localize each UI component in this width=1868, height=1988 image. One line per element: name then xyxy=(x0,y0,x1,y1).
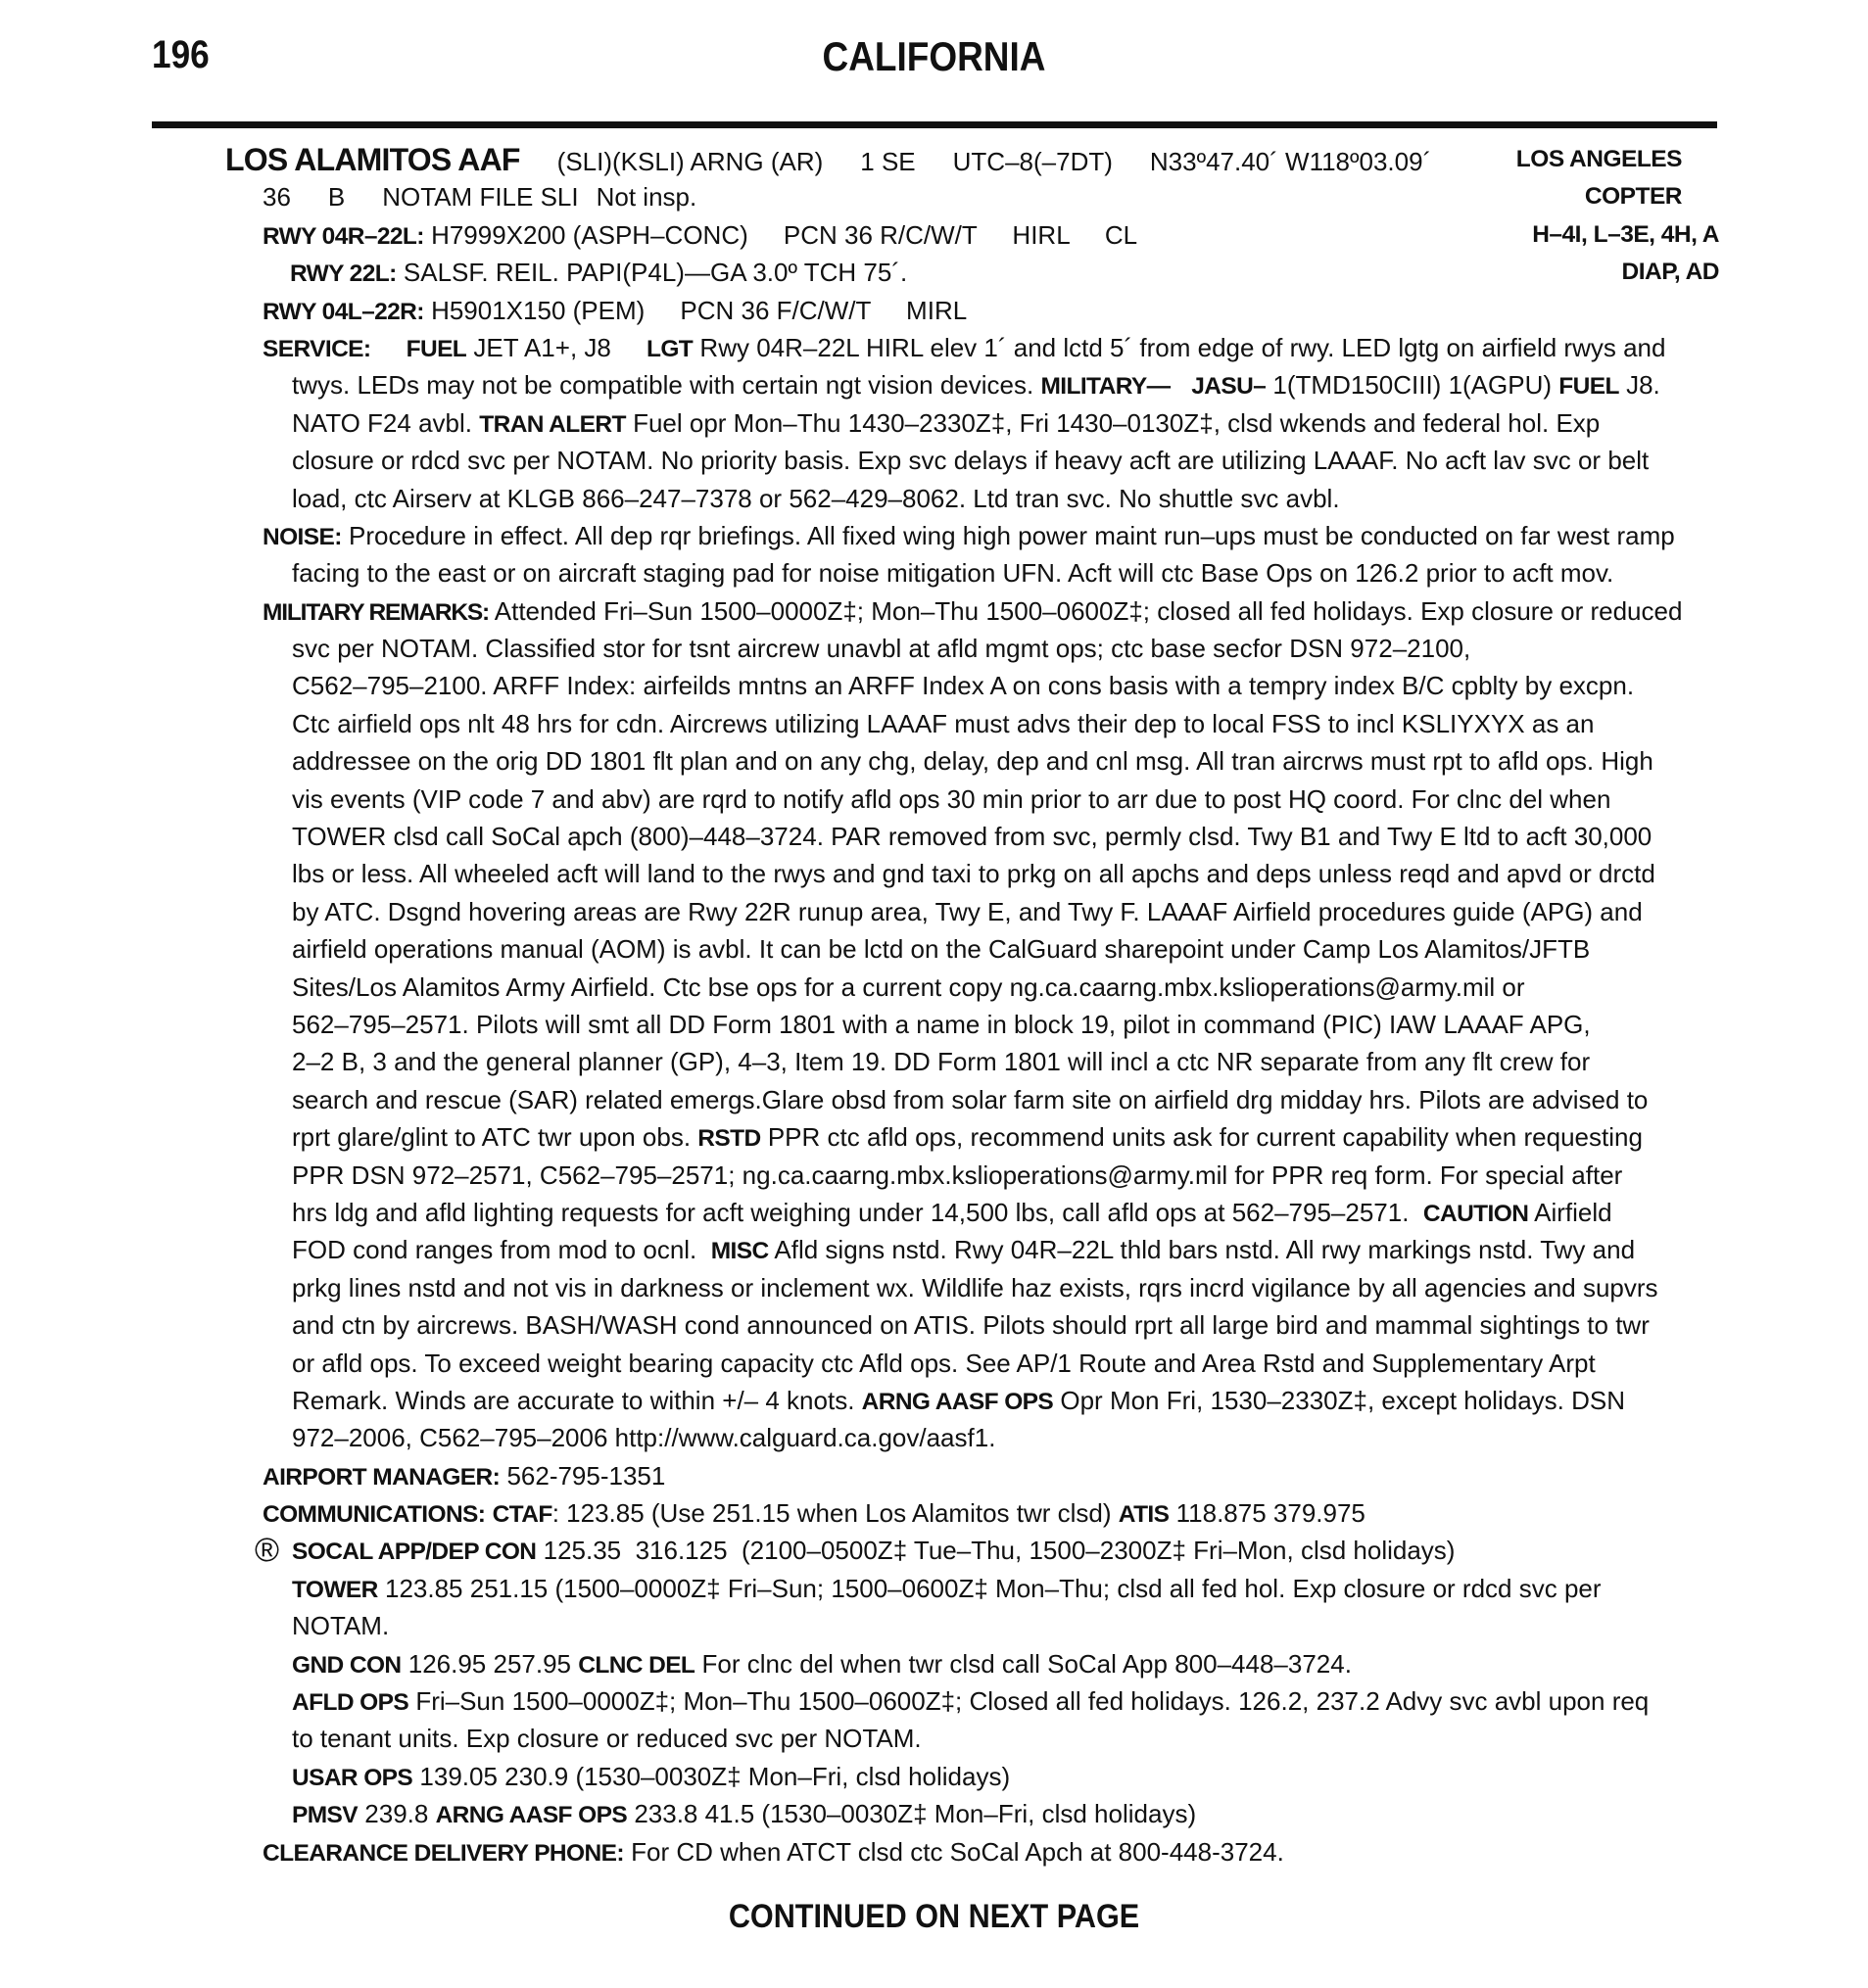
airport-info-line xyxy=(225,178,1719,215)
military-remarks-line: Ctc airfield ops nlt 48 hrs for cdn. Aircrews utilizing LAAAF must advs their dep to local FSS to incl KSLIYXYX as an xyxy=(292,708,1595,738)
communications-line xyxy=(225,1494,1719,1532)
rwy-04l-22r-text: H5901X150 (PEM) PCN 36 F/C/W/T MIRL xyxy=(431,295,968,325)
service-text: Fuel opr Mon–Thu 1430–2330Z‡, Fri 1430–0130Z‡, clsd wkends and federal hol. Exp xyxy=(633,407,1601,438)
military-remarks-line: vis events (VIP code 7 and abv) are rqrd to notify afld ops 30 min prior to arr due to post HQ coord. For clnc del when xyxy=(292,783,1611,814)
afld-ops-text: Fri–Sun 1500–0000Z‡; Mon–Thu 1500–0600Z‡; Closed all fed holidays. 126.2, 237.2 Advy svc avbl upon req xyxy=(415,1686,1650,1717)
mil-fuel-label: FUEL xyxy=(1558,373,1619,401)
tower-label: TOWER xyxy=(292,1576,378,1603)
military-remarks-line: C562–795–2100. ARFF Index: airfeilds mntns an ARFF Index A on cons basis with a tempry index B/C cpblty by excpn. xyxy=(292,671,1635,701)
clnc-del-label: CLNC DEL xyxy=(578,1651,695,1679)
fuel-text: JET A1+, J8 xyxy=(473,332,611,362)
airport-header-line xyxy=(225,141,1719,178)
airport-name: LOS ALAMITOS AAF xyxy=(225,142,520,177)
top-rule xyxy=(152,121,1717,128)
gnd-con-text: 126.95 257.95 xyxy=(407,1648,572,1679)
airport-location: 1 SE xyxy=(860,147,916,176)
military-remarks-line: PPR DSN 972–2571, C562–795–2571; ng.ca.caarng.mbx.kslioperations@army.mil for PPR req form. For special after xyxy=(292,1160,1623,1190)
military-remarks-line xyxy=(225,1194,1719,1231)
gnd-con-label: GND CON xyxy=(292,1651,402,1679)
remarks-text: Remark. Winds are accurate to within +/– 4 knots. xyxy=(292,1385,855,1415)
rwy-22l-line xyxy=(225,254,1719,291)
military-remarks-line xyxy=(225,1231,1719,1268)
airport-elev: 36 xyxy=(263,182,291,213)
airport-manager-label: AIRPORT MANAGER: xyxy=(263,1463,501,1491)
military-remarks-line: or afld ops. To exceed weight bearing capacity ctc Afld ops. See AP/1 Route and Area Rstd and Supplementary Arpt xyxy=(292,1348,1596,1378)
chart-ref-3: H–4I, L–3E, 4H, A xyxy=(1532,220,1719,248)
jasu-label: JASU– xyxy=(1191,373,1267,401)
military-remarks-line-1 xyxy=(225,592,1719,630)
military-remarks-line: svc per NOTAM. Classified stor for tsnt aircrew unavbl at afld mgmt ops; ctc base secfor DSN 972–2100, xyxy=(292,634,1471,664)
service-line-2 xyxy=(225,366,1719,403)
remarks-text: Attended Fri–Sun 1500–0000Z‡; Mon–Thu 1500–0600Z‡; closed all fed holidays. Exp closure or reduced xyxy=(494,595,1683,626)
airport-manager-phone: 562-795-1351 xyxy=(506,1460,666,1491)
arng-aasf-ops-comm-label: ARNG AASF OPS xyxy=(435,1802,628,1829)
military-remarks-line: and ctn by aircrews. BASH/WASH cond announced on ATIS. Pilots should rprt all large bird and mammal sightings to twr xyxy=(292,1310,1650,1341)
service-line-4: closure or rdcd svc per NOTAM. No priority basis. Exp svc delays if heavy acft are utilizing LAAAF. No acft lav svc or belt xyxy=(292,446,1650,476)
socal-app-dep-label: SOCAL APP/DEP CON xyxy=(292,1538,537,1566)
tower-line xyxy=(225,1570,1719,1607)
chart-ref-2: COPTER xyxy=(1584,183,1682,211)
clnc-del-text: For clnc del when twr clsd call SoCal App 800–448–3724. xyxy=(701,1648,1352,1679)
rwy-04l-22r-label: RWY 04L–22R: xyxy=(263,298,424,325)
remarks-text: hrs ldg and afld lighting requests for acft weighing under 14,500 lbs, call afld ops at 562–795–2571. xyxy=(292,1197,1410,1227)
airport-ident: (SLI)(KSLI) ARNG (AR) xyxy=(556,147,824,176)
clearance-delivery-text: For CD when ATCT clsd ctc SoCal Apch at 800-448-3724. xyxy=(631,1836,1284,1867)
clearance-delivery-line xyxy=(225,1833,1719,1870)
military-remarks-line: Sites/Los Alamitos Army Airfield. Ctc bse ops for a current copy ng.ca.caarng.mbx.kslioperations@army.mil or xyxy=(292,971,1525,1002)
chart-ref-1: LOS ANGELES xyxy=(1515,146,1682,172)
military-remarks-line: 972–2006, C562–795–2006 http://www.calguard.ca.gov/aasf1. xyxy=(292,1423,996,1453)
military-remarks-line: addressee on the orig DD 1801 flt plan and on any chg, delay, dep and cnl msg. All tran aircrws must rpt to afld ops. High xyxy=(292,746,1653,777)
rwy-04r-22l-text: H7999X200 (ASPH–CONC) PCN 36 R/C/W/T HIRL CL xyxy=(431,219,1138,250)
socal-app-dep-text: 125.35 316.125 (2100–0500Z‡ Tue–Thu, 1500–2300Z‡ Fri–Mon, clsd holidays) xyxy=(543,1536,1456,1566)
fuel-label: FUEL xyxy=(406,335,467,362)
clearance-delivery-label: CLEARANCE DELIVERY PHONE: xyxy=(263,1839,624,1867)
mil-fuel-text: J8. xyxy=(1626,370,1660,401)
atis-text: 118.875 379.975 xyxy=(1175,1498,1365,1529)
rstd-label: RSTD xyxy=(697,1125,761,1153)
noise-line-2: facing to the east or on aircraft staging pad for noise mitigation UFN. Acft will ctc Base Ops on 126.2 prior to acft mov. xyxy=(292,558,1614,589)
noise-label: NOISE: xyxy=(263,523,342,550)
military-remarks-line: by ATC. Dsgnd hovering areas are Rwy 22R runup area, Twy E, and Twy F. LAAAF Airfield procedures guide (APG) and xyxy=(292,896,1643,926)
registered-icon: ® xyxy=(255,1532,280,1570)
service-line-3 xyxy=(225,404,1719,442)
notam-file: NOTAM FILE SLI xyxy=(382,182,579,213)
ctaf-text: : 123.85 (Use 251.15 when Los Alamitos twr clsd) xyxy=(551,1498,1112,1529)
page-number: 196 xyxy=(152,33,210,76)
airport-lgt-class: B xyxy=(327,182,346,213)
military-remarks-line: 2–2 B, 3 and the general planner (GP), 4–3, Item 19. DD Form 1801 will incl a ctc NR separate from any flt crew for xyxy=(292,1047,1591,1077)
military-remarks-line: prkg lines nstd and not vis in darkness or inclement wx. Wildlife haz exists, rqrs incrd vigilance by all agencies and supvrs xyxy=(292,1272,1658,1302)
tran-alert-label: TRAN ALERT xyxy=(479,410,626,438)
remarks-text: Afld signs nstd. Rwy 04R–22L thld bars nstd. All rwy markings nstd. Twy and xyxy=(774,1235,1636,1265)
tower-text: 123.85 251.15 (1500–0000Z‡ Fri–Sun; 1500–0600Z‡ Mon–Thu; clsd all fed hol. Exp closure or rdcd svc per xyxy=(384,1573,1602,1603)
rwy-04l-22r-line xyxy=(225,292,1719,329)
remarks-text: Opr Mon Fri, 1530–2330Z‡, except holidays. DSN xyxy=(1060,1385,1625,1415)
military-remarks-line: search and rescue (SAR) related emergs.Glare obsd from solar farm site on airfield drg midday hrs. Pilots are advised to xyxy=(292,1084,1649,1114)
airport-manager-line xyxy=(225,1457,1719,1494)
rwy-22l-label: RWY 22L: xyxy=(290,260,397,288)
service-line-5: load, ctc Airserv at KLGB 866–247–7378 or 562–429–8062. Ltd tran svc. No shuttle svc avbl. xyxy=(292,483,1340,513)
rwy-04r-22l-label: RWY 04R–22L: xyxy=(263,222,424,250)
usar-ops-label: USAR OPS xyxy=(292,1764,413,1791)
afld-ops-label: AFLD OPS xyxy=(292,1689,409,1717)
pmsv-text: 239.8 xyxy=(364,1799,429,1829)
afld-ops-line xyxy=(225,1682,1719,1720)
tower-line-2: NOTAM. xyxy=(292,1611,390,1641)
caution-label: CAUTION xyxy=(1422,1200,1529,1227)
lgt-text: Rwy 04R–22L HIRL elev 1´ and lctd 5´ from edge of rwy. LED lgtg on airfield rwys and xyxy=(699,332,1666,362)
remarks-text: Airfield xyxy=(1534,1197,1612,1227)
continued-notice: CONTINUED ON NEXT PAGE xyxy=(728,1898,1140,1935)
rwy-22l-text: SALSF. REIL. PAPI(P4L)—GA 3.0º TCH 75´. xyxy=(403,258,908,288)
airport-coords: N33º47.40´ W118º03.09´ xyxy=(1149,147,1432,176)
ctaf-label: CTAF xyxy=(492,1501,552,1529)
communications-label: COMMUNICATIONS: xyxy=(263,1501,486,1529)
service-text: NATO F24 avbl. xyxy=(292,407,472,438)
afld-ops-line-2: to tenant units. Exp closure or reduced svc per NOTAM. xyxy=(292,1724,922,1754)
service-label: SERVICE: xyxy=(263,335,371,362)
state-title: CALIFORNIA xyxy=(822,33,1046,79)
arng-aasf-ops-comm-text: 233.8 41.5 (1530–0030Z‡ Mon–Fri, clsd holidays) xyxy=(634,1799,1197,1829)
socal-app-dep-line xyxy=(225,1532,1719,1569)
remarks-text: rprt glare/glint to ATC twr upon obs. xyxy=(292,1122,692,1153)
pmsv-line xyxy=(225,1795,1719,1832)
chart-ref-4: DIAP, AD xyxy=(1621,259,1719,286)
remarks-text: FOD cond ranges from mod to ocnl. xyxy=(292,1235,697,1265)
military-remarks-line: lbs or less. All wheeled acft will land to the rwys and gnd taxi to prkg on all apchs and deps unless reqd and apvd or drctd xyxy=(292,859,1655,889)
service-text: twys. LEDs may not be compatible with certain ngt vision devices. xyxy=(292,370,1034,401)
noise-text: Procedure in effect. All dep rqr briefings. All fixed wing high power maint run–ups must be conducted on far west ramp xyxy=(349,520,1675,550)
military-remarks-line: TOWER clsd call SoCal apch (800)–448–3724. PAR removed from svc, permly clsd. Twy B1 and Twy E ltd to acft 30,000 xyxy=(292,822,1652,852)
pmsv-label: PMSV xyxy=(292,1802,359,1829)
misc-label: MISC xyxy=(710,1238,769,1265)
gnd-con-line xyxy=(225,1645,1719,1682)
remarks-text: PPR ctc afld ops, recommend units ask for current capability when requesting xyxy=(767,1122,1643,1153)
atis-label: ATIS xyxy=(1118,1501,1170,1529)
lgt-label: LGT xyxy=(646,335,694,362)
military-remarks-line xyxy=(225,1382,1719,1419)
noise-line-1 xyxy=(225,517,1719,554)
service-line-1 xyxy=(225,329,1719,366)
insp-status: Not insp. xyxy=(596,182,697,213)
arng-aasf-ops-label: ARNG AASF OPS xyxy=(861,1388,1054,1415)
rwy-04r-22l-line xyxy=(225,216,1719,254)
military-remarks-line: airfield operations manual (AOM) is avbl. It can be lctd on the CalGuard sharepoint under Camp Los Alamitos/JFTB xyxy=(292,934,1591,965)
airport-entry xyxy=(225,141,1719,1870)
military-label: MILITARY— xyxy=(1040,373,1171,401)
jasu-text: 1(TMD150CIII) 1(AGPU) xyxy=(1272,370,1553,401)
military-remarks-line: 562–795–2571. Pilots will smt all DD Form 1801 with a name in block 19, pilot in command (PIC) IAW LAAAF APG, xyxy=(292,1009,1591,1039)
military-remarks-label: MILITARY REMARKS: xyxy=(263,598,489,626)
airport-utc: UTC–8(–7DT) xyxy=(952,147,1113,176)
usar-ops-line xyxy=(225,1758,1719,1795)
military-remarks-line xyxy=(225,1118,1719,1156)
usar-ops-text: 139.05 230.9 (1530–0030Z‡ Mon–Fri, clsd holidays) xyxy=(419,1761,1011,1791)
